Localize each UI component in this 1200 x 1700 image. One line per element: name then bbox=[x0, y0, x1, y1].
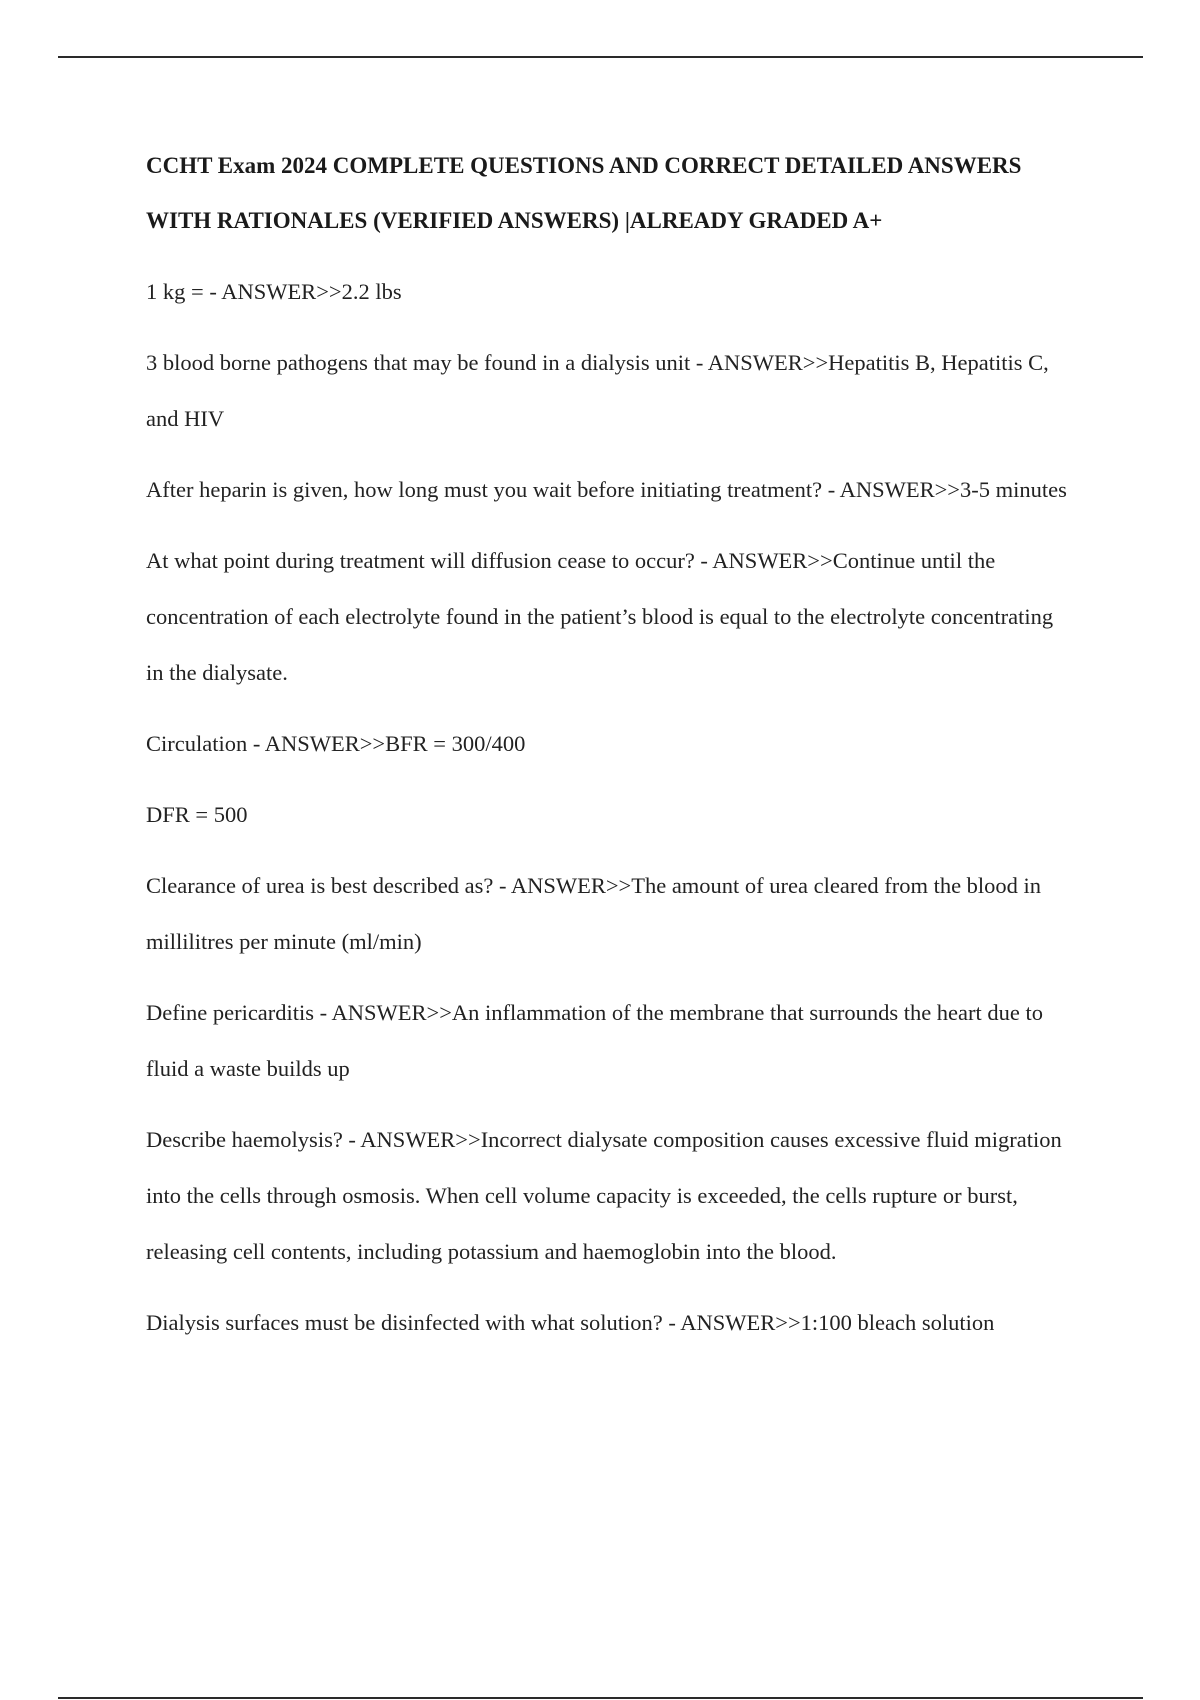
header-rule bbox=[58, 56, 1143, 58]
qa-entry: After heparin is given, how long must you wait before initiating treatment? - ANSWER>>3-5 minutes bbox=[146, 477, 1067, 502]
qa-entry: Dialysis surfaces must be disinfected with what solution? - ANSWER>>1:100 bleach solution bbox=[146, 1310, 995, 1335]
qa-entry: At what point during treatment will diffusion cease to occur? - ANSWER>>Continue until the concentration of each electrolyte found in the patient’s blood is equal to the electrolyte concentrating in the dialysate. bbox=[146, 548, 1054, 685]
qa-entry: Define pericarditis - ANSWER>>An inflammation of the membrane that surrounds the heart due to fluid a waste builds up bbox=[146, 1000, 1044, 1081]
document-title: CCHT Exam 2024 COMPLETE QUESTIONS AND CORRECT DETAILED ANSWERS WITH RATIONALES (VERIFIED ANSWERS) |ALREADY GRADED A+ bbox=[146, 153, 1022, 233]
footer-rule bbox=[58, 1697, 1143, 1699]
qa-entry: Clearance of urea is best described as? - ANSWER>>The amount of urea cleared from the blood in millilitres per minute (ml/min) bbox=[146, 873, 1042, 954]
qa-entry: DFR = 500 bbox=[146, 802, 248, 827]
qa-entry: 1 kg = - ANSWER>>2.2 lbs bbox=[146, 279, 402, 304]
qa-entry: 3 blood borne pathogens that may be found in a dialysis unit - ANSWER>>Hepatitis B, Hepatitis C, and HIV bbox=[146, 350, 1049, 431]
qa-entry: Circulation - ANSWER>>BFR = 300/400 bbox=[146, 731, 526, 756]
qa-entry: Describe haemolysis? - ANSWER>>Incorrect dialysate composition causes excessive fluid migration into the cells through osmosis. When cell volume capacity is exceeded, the cells rupture or burst, releasing cell contents, including potassium and haemoglobin into the blood. bbox=[146, 1127, 1062, 1264]
document-body bbox=[146, 138, 1076, 1366]
